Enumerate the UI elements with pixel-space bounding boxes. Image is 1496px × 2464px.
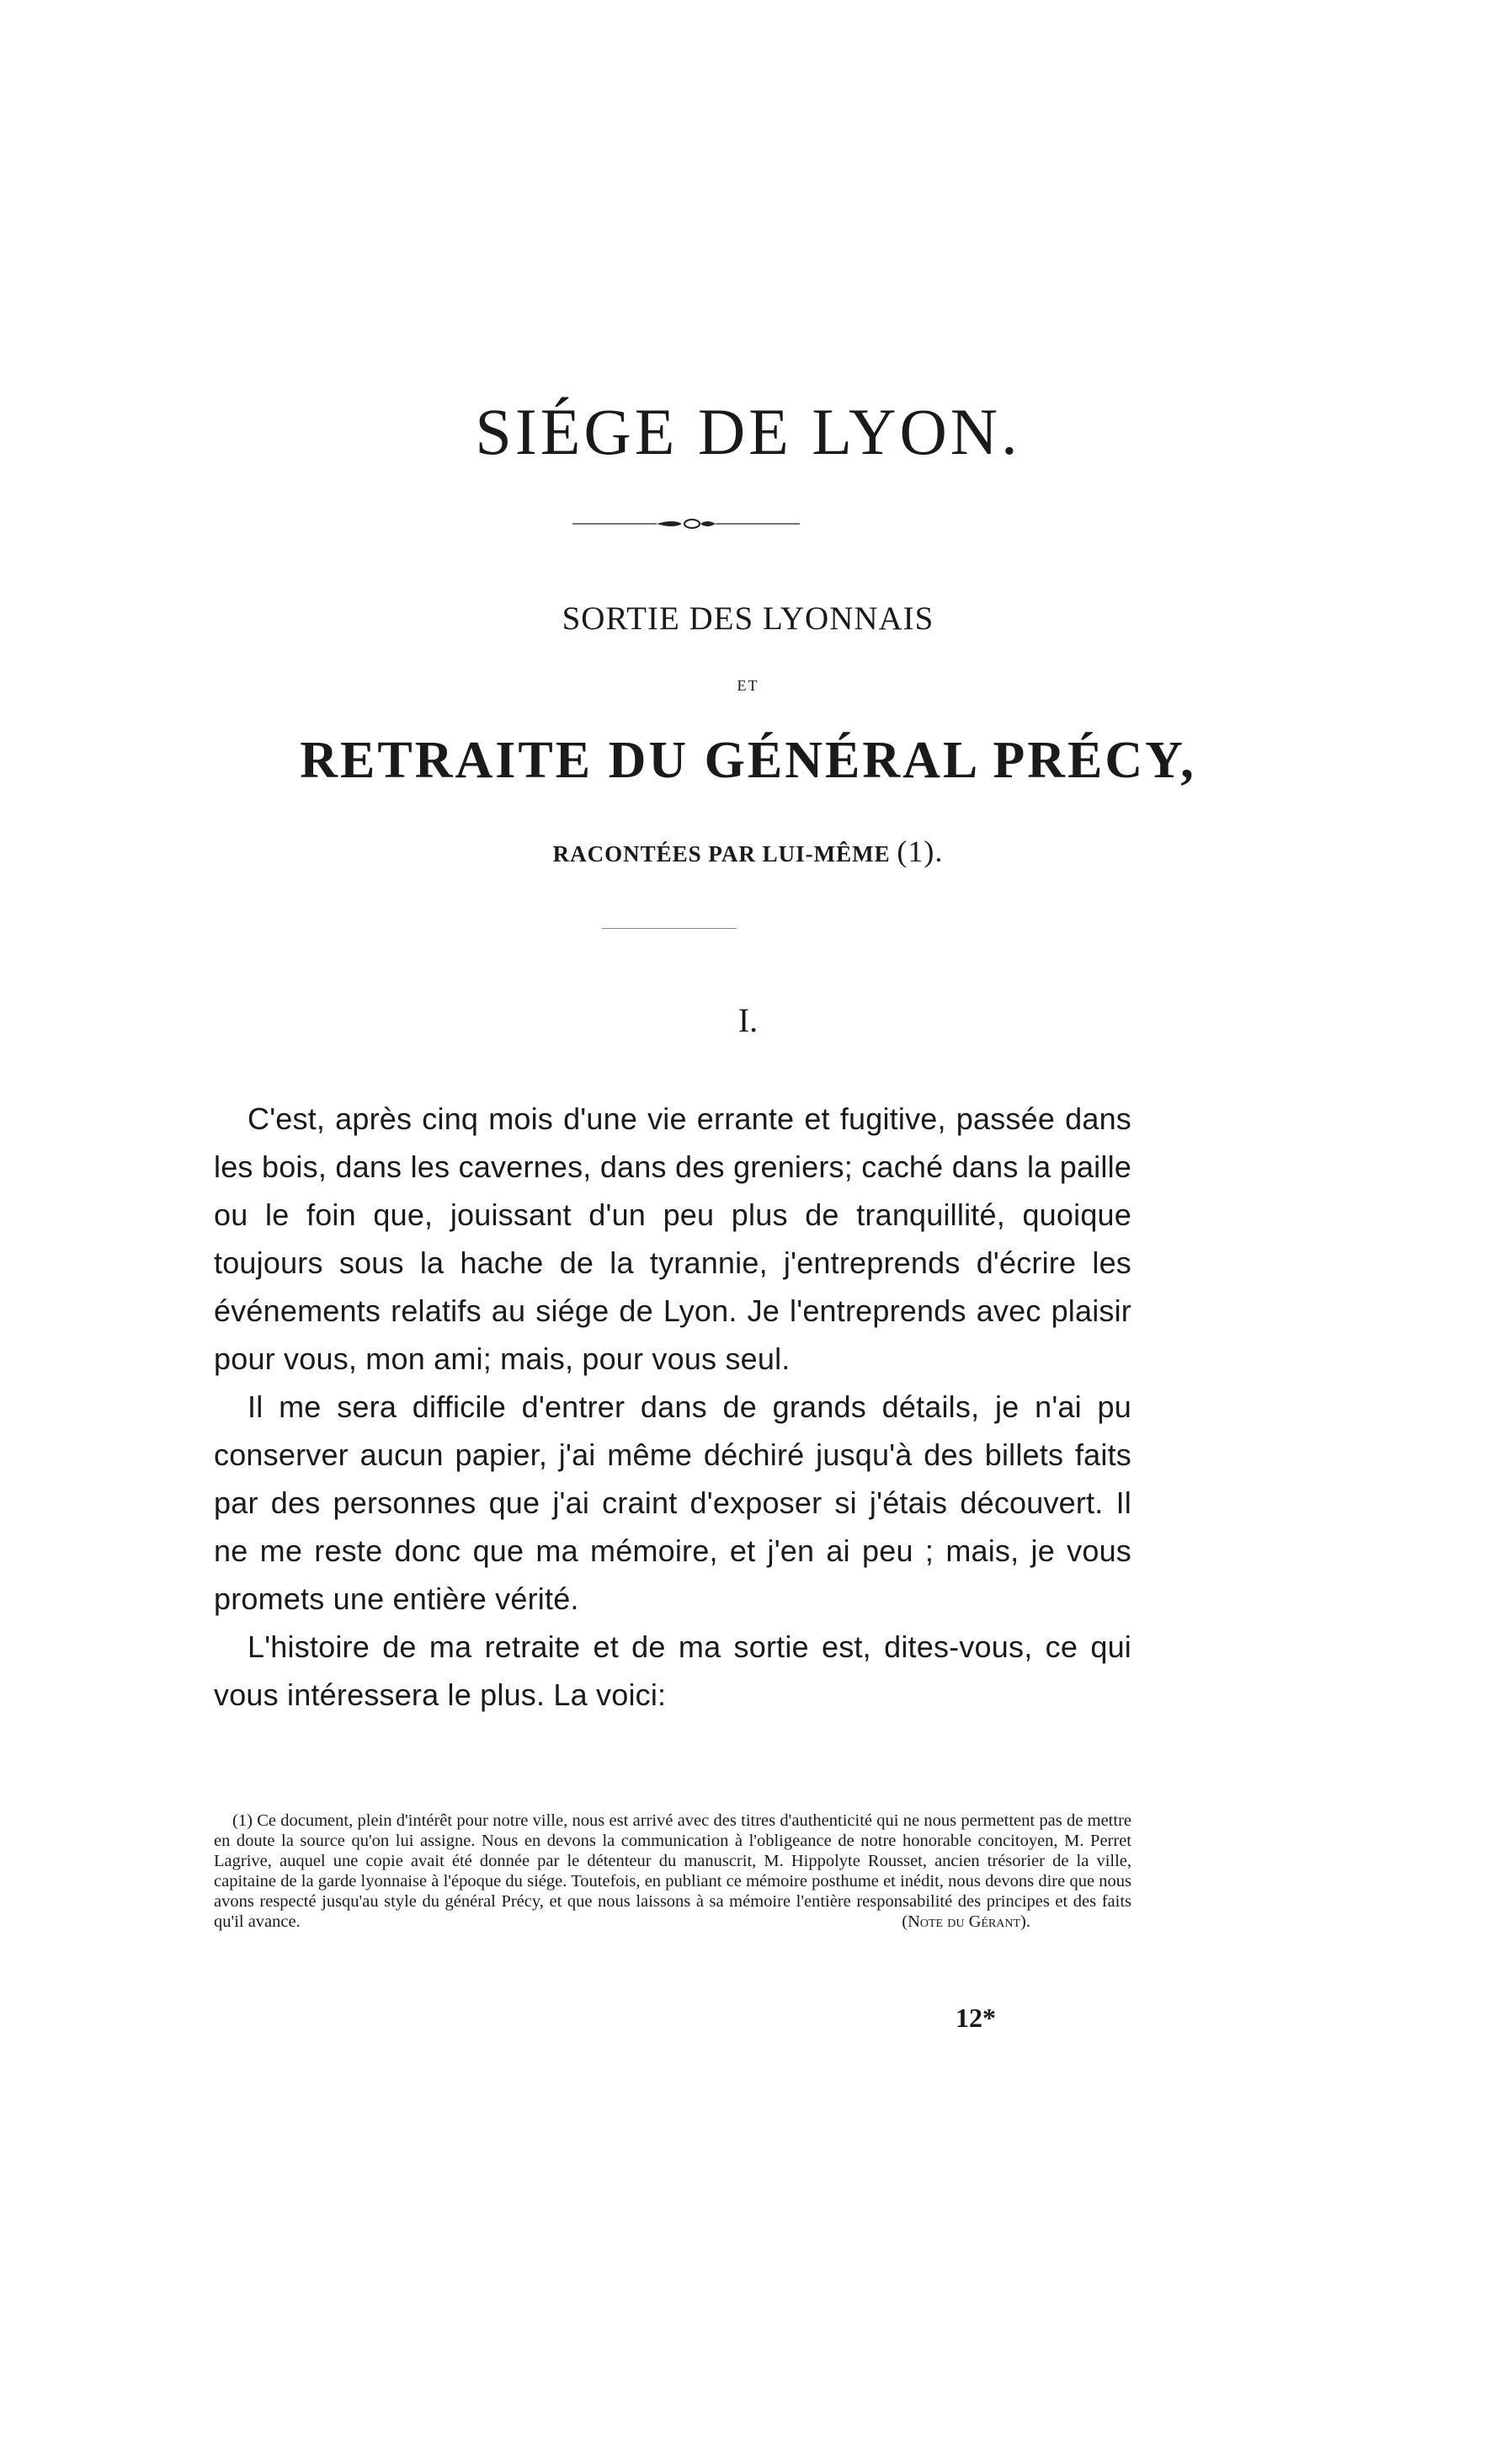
paragraph: C'est, après cinq mois d'une vie errante et fugitive, passée dans les bois, dans les cavernes, dans des greniers; caché dans la paille ou le foin que, jouissant d'un peu plus de tranquillité, quoique toujours sous la hache de la tyrannie, j'entreprends d'écrire les événements relatifs au siége de Lyon. Je l'entreprends avec plaisir pour vous, mon ami; mais, pour vous seul. xyxy=(214,1101,1131,1376)
sheet-mark: 12* xyxy=(956,2003,996,2033)
divider-rule xyxy=(602,928,737,929)
footnote-signature: (Note du Gérant). xyxy=(902,1912,1030,1931)
paragraph: Il me sera difficile d'entrer dans de grands détails, je n'ai pu conserver aucun papier, j'ai même déchiré jusqu'à des billets faits par des personnes que j'ai craint d'exposer si j'étais découvert. Il ne me reste donc que ma mémoire, et j'en ai peu ; mais, je vous promets une entière vérité. xyxy=(214,1389,1131,1616)
ornament-divider-icon xyxy=(572,515,800,532)
section-number: I. xyxy=(737,1001,759,1039)
paragraph: L'histoire de ma retraite et de ma sortie est, dites-vous, ce qui vous intéressera le plus. La voici: xyxy=(214,1629,1131,1712)
page-title: SIÉGE DE LYON. xyxy=(475,395,1021,468)
footnote-reference: (1). xyxy=(897,835,944,868)
footnote xyxy=(214,1811,1131,1932)
heading: RETRAITE DU GÉNÉRAL PRÉCY, xyxy=(300,732,1196,789)
body-text xyxy=(214,1095,1131,1719)
conjunction: ET xyxy=(737,677,759,694)
byline xyxy=(0,834,1496,869)
footnote-text: (1) Ce document, plein d'intérêt pour notre ville, nous est arrivé avec des titres d'authenticité qui ne nous permettent pas de mettre en doute la source qu'on lui assigne. Nous en devons la communication à l'obligeance de notre honorable concitoyen, M. Perret Lagrive, auquel une copie avait été donnée par le détenteur du manuscrit, M. Hippolyte Rousset, ancien trésorier de la ville, capitaine de la garde lyonnaise à l'époque du siége. Toutefois, en publiant ce mémoire posthume et inédit, nous devons dire que nous avons respecté jusqu'au style du général Précy, et que nous laissons à sa mémoire l'entière responsabilité des principes et des faits qu'il avance. xyxy=(214,1811,1131,1931)
subtitle: SORTIE DES LYONNAIS xyxy=(562,600,934,637)
byline-text: RACONTÉES PAR LUI-MÊME xyxy=(552,841,891,867)
